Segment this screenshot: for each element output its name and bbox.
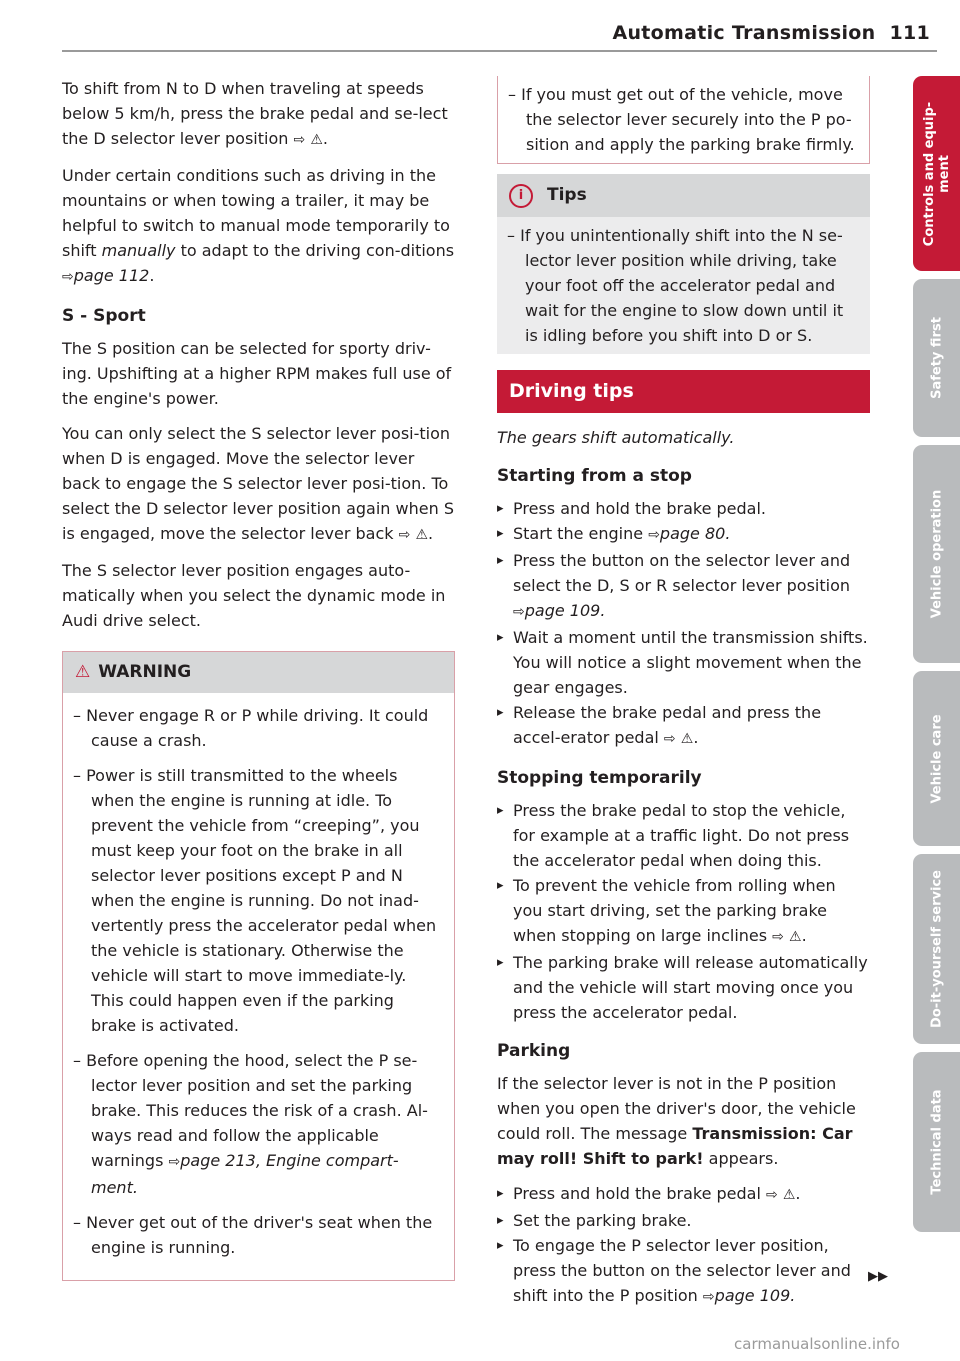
watermark: carmanualsonline.info xyxy=(734,1335,900,1353)
step-item: ▸ The parking brake will release automatically and the vehicle will start moving once you press the accelerator pedal. xyxy=(497,950,870,1025)
arrow-right-icon: ⇨ xyxy=(168,1154,181,1170)
warning-item: – Power is still transmitted to the wheels when the engine is running at idle. To prevent the vehicle from “creeping”, you must keep your foot on the brake in all selector lever positions except P and N when the engine is running. Do not inad-vertently press the accelerator pedal when the vehicle is stationary. Otherwise the vehicle will start to move immediate-ly. This could happen even if the parking brake is activated. xyxy=(73,766,437,1035)
paragraph: Under certain conditions such as driving in the mountains or when towing a trailer, it may be helpful to switch to manual mode temporarily to shift manually to adapt to the driving con-ditions ⇨page 112. xyxy=(62,166,455,285)
page-link[interactable]: page 109. xyxy=(714,1286,796,1305)
arrow-right-icon: ⇨ xyxy=(648,527,660,543)
subsection-heading: Parking xyxy=(497,1041,571,1061)
subsection-heading: Stopping temporarily xyxy=(497,768,702,788)
arrow-right-icon: ⇨ xyxy=(702,1289,715,1305)
step-item: ▸ Press the brake pedal to stop the vehicle, for example at a traffic light. Do not press the accelerator pedal when doing this. xyxy=(497,798,870,873)
section-heading: S - Sport xyxy=(62,306,146,326)
paragraph: You can only select the S selector lever posi-tion when D is engaged. Move the selector lever back to engage the S selector lever posi-tion. To select the D selector lever position again when S is engaged, move the selector lever back ⇨ ⚠. xyxy=(62,424,454,543)
tips-body xyxy=(497,217,870,354)
paragraph: The S selector lever position engages auto-matically when you select the dynamic mode in Audi drive select. xyxy=(62,561,446,630)
tips-item: – If you unintentionally shift into the N se-lector lever position while driving, take your foot off the accelerator pedal and wait for the engine to slow down until it is idling before you shift into D or S. xyxy=(507,226,844,345)
step-item: ▸ Start the engine ⇨page 80. xyxy=(497,521,870,548)
arrow-right-icon: ⇨ xyxy=(513,604,525,620)
step-item: ▸ Wait a moment until the transmission shifts. You will notice a slight movement when the gear engages. xyxy=(497,625,870,700)
step-item: ▸ Press and hold the brake pedal ⇨ ⚠. xyxy=(497,1181,870,1208)
warning-item: – Never get out of the driver's seat when the engine is running. xyxy=(73,1213,433,1257)
continue-arrow-icon: ▶▶ xyxy=(868,1269,888,1284)
right-column xyxy=(497,76,870,1310)
arrow-right-icon: ⇨ xyxy=(772,929,784,945)
warning-item: – Before opening the hood, select the P se-lector lever position and set the parking brake. This reduces the risk of a crash. Al-ways read and follow the applicable warnings ⇨page 213, Engine compart-ment. xyxy=(73,1051,428,1197)
left-column xyxy=(62,76,455,1281)
chapter-title: Automatic Transmission xyxy=(612,22,876,44)
tab-vehicle-care[interactable]: Vehicle care xyxy=(913,671,960,846)
section-title-bar: Driving tips xyxy=(497,370,870,413)
step-item: ▸ Press the button on the selector lever and select the D, S or R selector lever position ⇨page 109. xyxy=(497,548,870,625)
page-number: 111 xyxy=(889,22,930,44)
tab-vehicle-operation[interactable]: Vehicle operation xyxy=(913,445,960,663)
page-header xyxy=(612,22,930,44)
arrow-right-icon: ⇨ xyxy=(62,269,74,285)
warning-continuation xyxy=(497,76,870,164)
section-lead: The gears shift automatically. xyxy=(497,428,735,447)
warning-triangle-icon: ⚠ xyxy=(75,662,91,682)
page-link[interactable]: page 109. xyxy=(524,601,606,620)
page-link[interactable]: page 80. xyxy=(659,524,731,543)
arrow-right-icon: ⇨ xyxy=(766,1187,778,1203)
warning-header: ⚠ WARNING xyxy=(63,652,454,693)
tab-safety-first[interactable]: Safety first xyxy=(913,279,960,437)
arrow-right-icon: ⇨ xyxy=(398,527,411,543)
warning-triangle-icon: ⚠ xyxy=(415,527,429,543)
tab-controls-and-equipment[interactable]: Controls and equip- ment xyxy=(913,76,960,271)
warning-triangle-icon: ⚠ xyxy=(680,731,694,747)
step-item: ▸ Release the brake pedal and press the accel-erator pedal ⇨ ⚠. xyxy=(497,700,870,752)
arrow-right-icon: ⇨ xyxy=(293,132,306,148)
step-item: ▸ To engage the P selector lever position, press the button on the selector lever and shift into the P position ⇨page 109. xyxy=(497,1233,870,1310)
page-link[interactable]: page 112 xyxy=(73,266,150,285)
paragraph: The S position can be selected for sporty driv-ing. Upshifting at a higher RPM makes full use of the engine's power. xyxy=(62,339,452,408)
warning-triangle-icon: ⚠ xyxy=(789,929,802,945)
step-item: ▸ To prevent the vehicle from rolling when you start driving, set the parking brake when stopping on large inclines ⇨ ⚠. xyxy=(497,873,870,950)
tips-header: i Tips xyxy=(497,174,870,217)
warning-item: – Never engage R or P while driving. It could cause a crash. xyxy=(73,706,429,750)
page-link[interactable]: page 213, Engine compart-ment. xyxy=(91,1151,399,1197)
arrow-right-icon: ⇨ xyxy=(663,731,676,747)
warning-body xyxy=(63,693,454,1280)
warning-triangle-icon: ⚠ xyxy=(310,132,323,148)
paragraph: If the selector lever is not in the P position when you open the driver's door, the vehicle could roll. The message Transmission: Car may roll! Shift to park! appears. xyxy=(497,1074,856,1168)
paragraph: To shift from N to D when traveling at speeds below 5 km/h, press the brake pedal and se-lect the D selector lever position ⇨ ⚠. xyxy=(62,79,448,148)
subsection-heading: Starting from a stop xyxy=(497,466,692,486)
header-rule xyxy=(62,50,937,52)
warning-box xyxy=(62,651,455,1281)
info-icon: i xyxy=(509,184,533,208)
step-item: ▸ Press and hold the brake pedal. xyxy=(497,496,870,521)
chapter-tabs xyxy=(913,76,960,1240)
warning-item: – If you must get out of the vehicle, move the selector lever securely into the P po-sition and apply the parking brake firmly. xyxy=(508,85,855,154)
step-item: ▸ Set the parking brake. xyxy=(497,1208,870,1233)
warning-triangle-icon: ⚠ xyxy=(782,1187,796,1203)
tab-technical-data[interactable]: Technical data xyxy=(913,1052,960,1232)
tab-do-it-yourself-service[interactable]: Do-it-yourself service xyxy=(913,854,960,1044)
